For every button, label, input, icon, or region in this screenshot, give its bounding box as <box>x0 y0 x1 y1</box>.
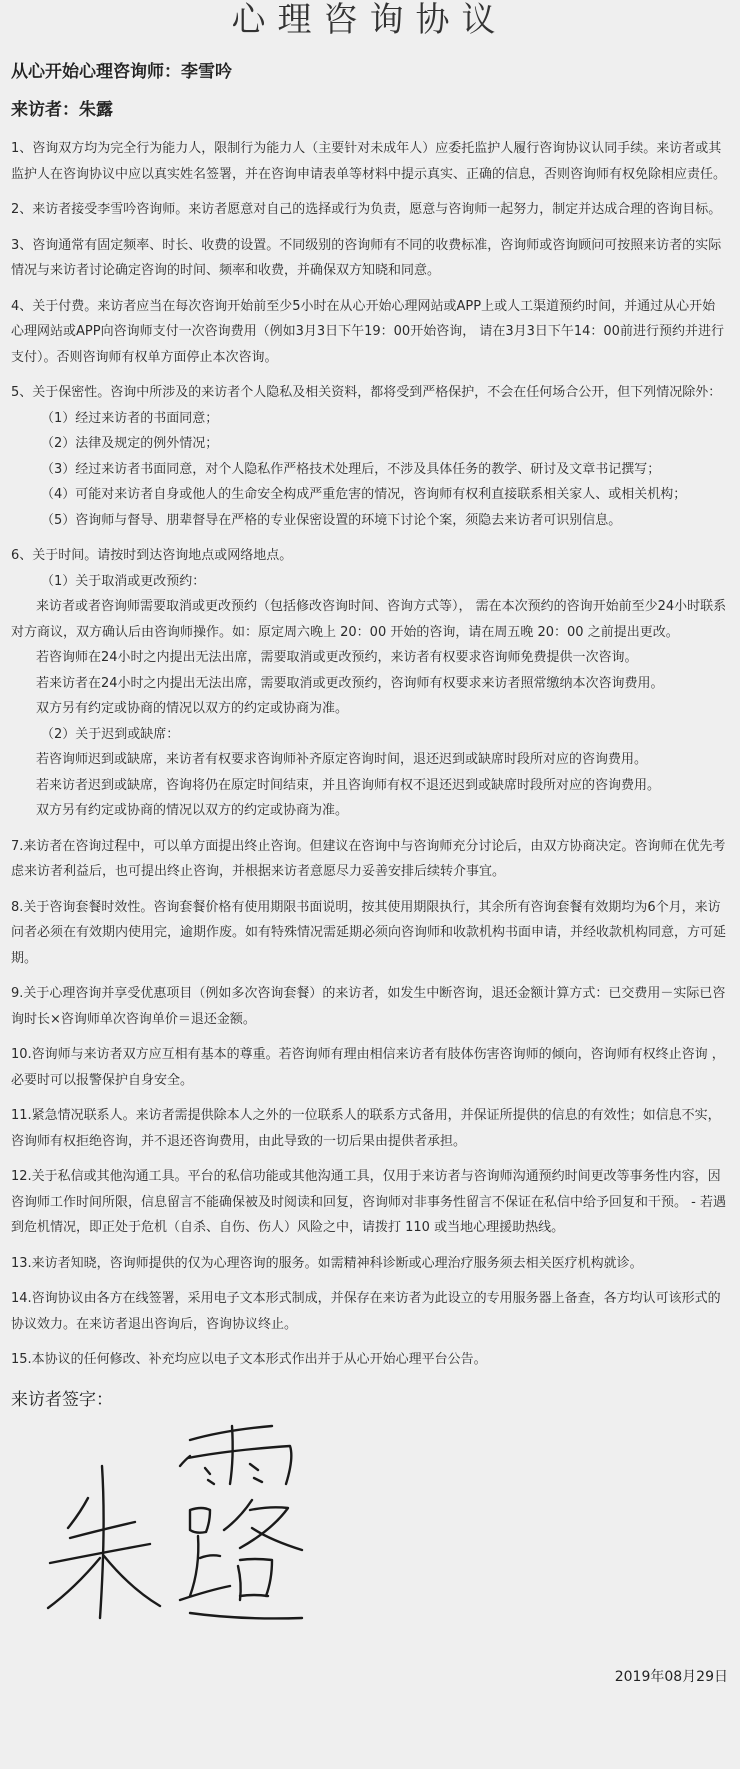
clause-6-sub1-title: （1）关于取消或更改预约： <box>41 573 206 589</box>
clause-15: 15.本协议的任何修改、补充均应以电子文本形式作出并于从心开始心理平台公告。 <box>11 1352 487 1367</box>
clause-6-intro: 6、关于时间。请按时到达咨询地点或网络地点。 <box>11 548 293 563</box>
clause-7: 7.来访者在咨询过程中，可以单方面提出终止咨询。但建议在咨询中与咨询师充分讨论后，由双方协商决定。咨询师在优先考虑来访者利益后，也可提出终止咨询，并根据来访者意愿尽力妥善安排后续转介事宜。 <box>11 838 726 879</box>
visitor-line: 来访者：朱露 <box>11 100 113 120</box>
clause-5 <box>11 380 728 533</box>
clause-2: 2、来访者接受李雪吟咨询师。来访者愿意对自己的选择或行为负责，愿意与咨询师一起努力，制定并达成合理的咨询目标。 <box>11 202 722 217</box>
signature-label: 来访者签字： <box>11 1389 113 1410</box>
clause-8: 8.关于咨询套餐时效性。咨询套餐价格有使用期限书面说明，按其使用期限执行，其余所有咨询套餐有效期均为6个月，来访问者必须在有效期内使用完，逾期作废。如有特殊情况需延期必须向咨询师和收款机构书面申请，并经收款机构同意，方可延期。 <box>11 899 727 966</box>
clause-6-sub2-p2: 若来访者迟到或缺席，咨询将仍在原定时间结束，并且咨询师有权不退还迟到或缺席时段所对应的咨询费用。 <box>36 777 661 793</box>
clause-6-sub1-p4: 双方另有约定或协商的情况以双方的约定或协商为准。 <box>36 701 349 716</box>
clause-6-sub2-p3: 双方另有约定或协商的情况以双方的约定或协商为准。 <box>36 803 349 818</box>
clause-14: 14.咨询协议由各方在线签署，采用电子文本形式制成，并保存在来访者为此设立的专用服务器上备查，各方均认可该形式的协议效力。在来访者退出咨询后，咨询协议终止。 <box>11 1291 721 1332</box>
clause-10: 10.咨询师与来访者双方应互相有基本的尊重。若咨询师有理由相信来访者有肢体伤害咨询师的倾向，咨询师有权终止咨询 ，必要时可以报警保护自身安全。 <box>11 1047 725 1088</box>
page-title: 心理咨询协议 <box>231 0 508 40</box>
clause-5-item: （3）经过来访者书面同意，对个人隐私作严格技术处理后，不涉及具体任务的教学、研讨及文章书记撰写； <box>41 461 661 477</box>
sign-date: 2019年08月29日 <box>614 1669 728 1685</box>
clause-list <box>11 136 728 1373</box>
clause-6-sub1-p1: 来访者或者咨询师需要取消或更改预约（包括修改咨询时间、咨询方式等）， 需在本次预约的咨询开始前至少24小时联系对方商议，双方确认后由咨询师操作。如：原定周六晚上 20：00 开始的咨询，请在周五晚 20：00 之前提出更改。 <box>11 599 727 640</box>
clause-6-sub1-p3: 若来访者在24小时之内提出无法出席，需要取消或更改预约，咨询师有权要求来访者照常缴纳本次咨询费用。 <box>36 675 664 691</box>
clause-5-intro: 5、关于保密性。咨询中所涉及的来访者个人隐私及相关资料，都将受到严格保护，不会在任何场合公开，但下列情况除外： <box>11 385 722 400</box>
clause-5-item: （2）法律及规定的例外情况； <box>41 436 219 451</box>
clause-6-sub2-title: （2）关于迟到或缺席： <box>41 726 180 742</box>
clause-12: 12.关于私信或其他沟通工具。平台的私信功能或其他沟通工具，仅用于来访者与咨询师沟通预约时间更改等事务性内容，因咨询师工作时间所限，信息留言不能确保被及时阅读和回复，咨询师对非事务性留言不保证在私信中给予回复和干预。 - 若遇到危机情况，即正处于危机（自杀、自伤、伤人）风险之中，请拨打 110 或当地心理援助热线。 <box>11 1169 726 1235</box>
clause-9: 9.关于心理咨询并享受优惠项目（例如多次咨询套餐）的来访者，如发生中断咨询，退还金额计算方式：已交费用－实际已咨询时长×咨询师单次咨询单价＝退还金额。 <box>11 986 726 1027</box>
clause-3: 3、咨询通常有固定频率、时长、收费的设置。不同级别的咨询师有不同的收费标准，咨询师或咨询顾问可按照来访者的实际情况与来访者讨论确定咨询的时间、频率和收费，并确保双方知晓和同意。 <box>11 237 722 278</box>
clause-6-sub1-p2: 若咨询师在24小时之内提出无法出席，需要取消或更改预约，来访者有权要求咨询师免费提供一次咨询。 <box>36 650 638 665</box>
clause-6 <box>11 543 728 824</box>
clause-4: 4、关于付费。来访者应当在每次咨询开始前至少5小时在从心开始心理网站或APP上或人工渠道预约时间，并通过从心开始心理网站或APP向咨询师支付一次咨询费用（例如3月3日下午19：00开始咨询， 请在3月3日下午14：00前进行预约并进行支付）。否则咨询师有权单方面停止本次咨询。 <box>11 298 724 365</box>
clause-11: 11.紧急情况联系人。来访者需提供除本人之外的一位联系人的联系方式备用，并保证所提供的信息的有效性；如信息不实，咨询师有权拒绝咨询，并不退还咨询费用，由此导致的一切后果由提供者承担。 <box>11 1108 721 1149</box>
clause-13: 13.来访者知晓，咨询师提供的仅为心理咨询的服务。如需精神科诊断或心理治疗服务须去相关医疗机构就诊。 <box>11 1255 643 1271</box>
clause-1: 1、咨询双方均为完全行为能力人，限制行为能力人（主要针对未成年人）应委托监护人履行咨询协议认同手续。来访者或其监护人在咨询协议中应以真实姓名签署，并在咨询申请表单等材料中提示真实、正确的信息，否则咨询师有权免除相应责任。 <box>11 141 727 182</box>
clause-6-sub2-p1: 若咨询师迟到或缺席，来访者有权要求咨询师补齐原定咨询时间，退还迟到或缺席时段所对应的咨询费用。 <box>36 752 648 767</box>
clause-5-item: （4）可能对来访者自身或他人的生命安全构成严重危害的情况，咨询师有权利直接联系相关家人、或相关机构； <box>41 487 687 502</box>
handwritten-signature <box>40 1418 340 1638</box>
clause-5-item: （1）经过来访者的书面同意； <box>41 410 219 426</box>
counselor-line: 从心开始心理咨询师：李雪吟 <box>11 62 232 82</box>
clause-5-item: （5）咨询师与督导、朋辈督导在严格的专业保密设置的环境下讨论个案，须隐去来访者可识别信息。 <box>41 512 622 528</box>
